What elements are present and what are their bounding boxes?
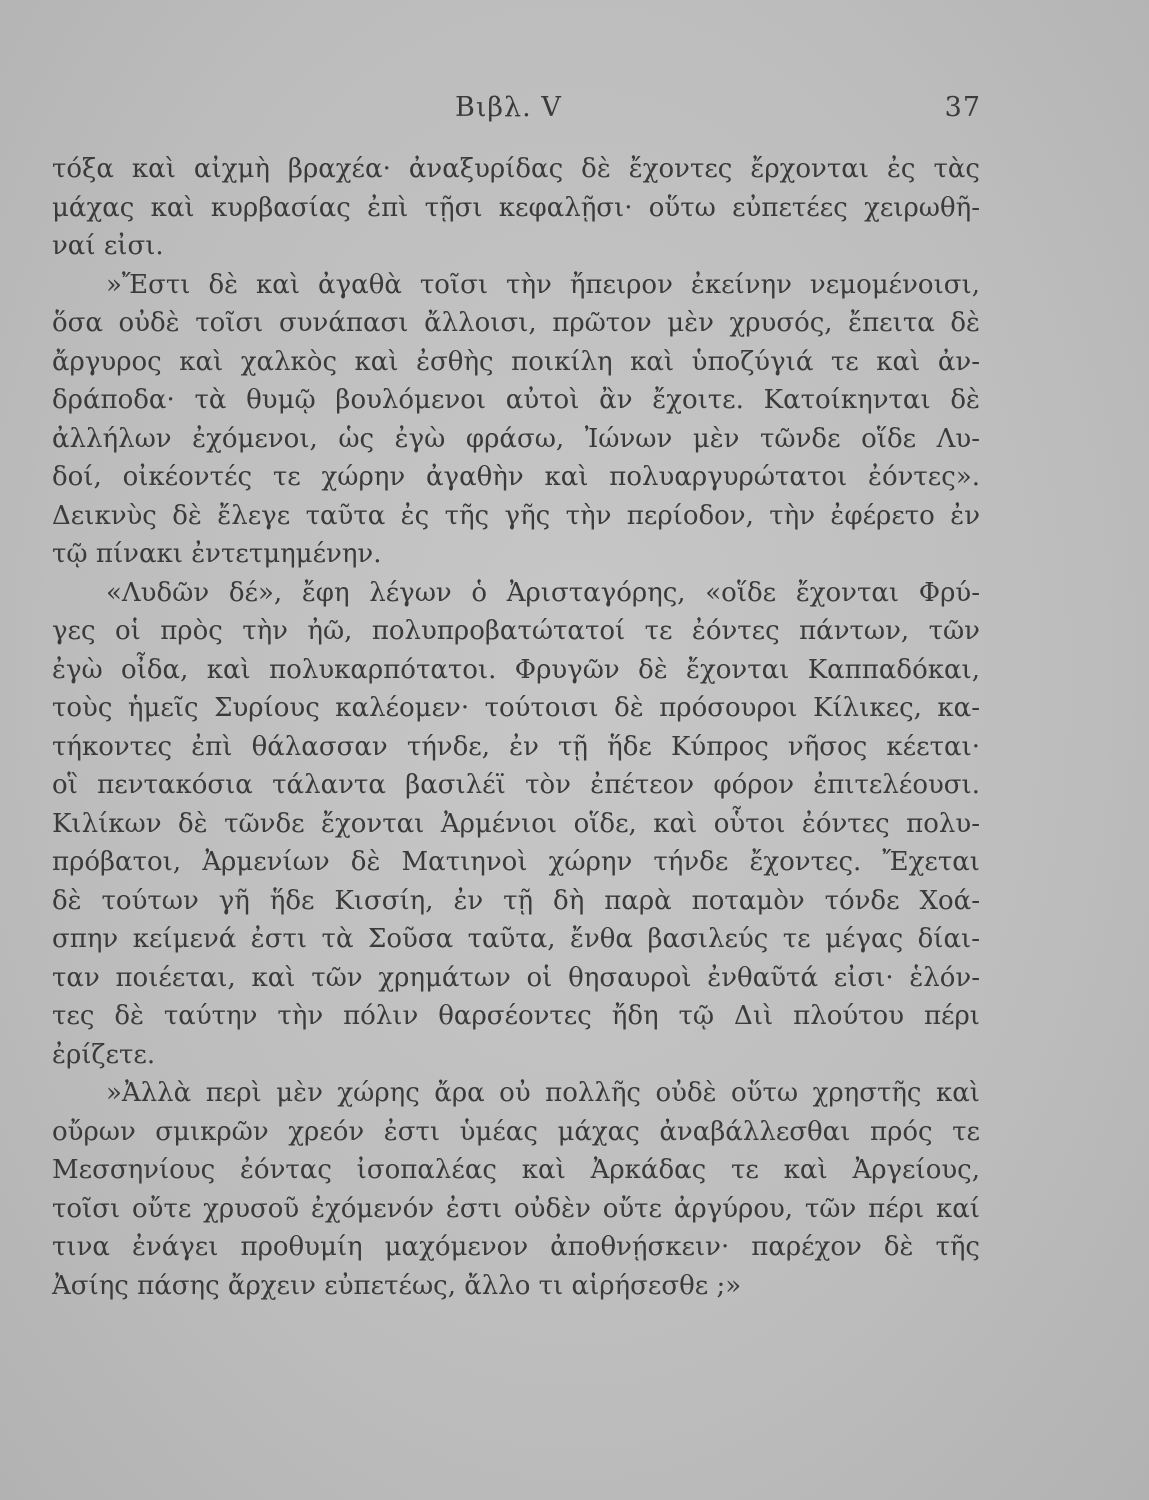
text-line: τοὺς ἡμεῖς Συρίους καλέομεν· τούτοισι δὲ πρόσουροι Κίλικες, κα- bbox=[52, 693, 980, 723]
text-line: »Ἔστι δὲ καὶ ἀγαθὰ τοῖσι τὴν ἤπειρον ἐκείνην νεμομένοισι, bbox=[106, 269, 980, 300]
text-line: γες οἱ πρὸς τὴν ἠῶ, πολυπροβατώτατοί τε ἐόντες πάντων, τῶν bbox=[52, 616, 980, 646]
text-line: Ἀσίης πάσης ἄρχειν εὐπετέως, ἄλλο τι αἱρήσεσθε ;» bbox=[52, 1270, 742, 1301]
text-line: ἐρίζετε. bbox=[52, 1039, 156, 1070]
running-header bbox=[0, 92, 1149, 132]
running-title: Βιβλ. V bbox=[455, 92, 562, 123]
page-number: 37 bbox=[944, 92, 981, 123]
text-line: Μεσσηνίους ἐόντας ἰσοπαλέας καὶ Ἀρκάδας τε καὶ Ἀργείους, bbox=[52, 1155, 980, 1185]
text-line: ἄργυρος καὶ χαλκὸς καὶ ἐσθὴς ποικίλη καὶ ὑποζύγιά τε καὶ ἀν- bbox=[52, 346, 980, 377]
text-line: τες δὲ ταύτην τὴν πόλιν θαρσέοντες ἤδη τῷ Διὶ πλούτου πέρι bbox=[52, 1001, 980, 1031]
text-line: τινα ἐνάγει προθυμίη μαχόμενον ἀποθνῄσκειν· παρέχον δὲ τῆς bbox=[52, 1232, 980, 1262]
text-line: Κιλίκων δὲ τῶνδε ἔχονται Ἀρμένιοι οἵδε, καὶ οὗτοι ἐόντες πολυ- bbox=[52, 808, 980, 839]
text-line: ταν ποιέεται, καὶ τῶν χρημάτων οἱ θησαυροὶ ἐνθαῦτά εἰσι· ἑλόν- bbox=[52, 962, 980, 993]
text-line: «Λυδῶν δέ», ἔφη λέγων ὁ Ἀρισταγόρης, «οἵδε ἔχονται Φρύ- bbox=[106, 577, 980, 608]
text-line: σπην κείμενά ἐστι τὰ Σοῦσα ταῦτα, ἔνθα βασιλεύς τε μέγας δίαι- bbox=[52, 924, 980, 954]
text-line: τοῖσι οὔτε χρυσοῦ ἐχόμενόν ἐστι οὐδὲν οὔτε ἀργύρου, τῶν πέρι καί bbox=[52, 1193, 980, 1224]
body-text bbox=[52, 150, 980, 1305]
text-line: δράποδα· τὰ θυμῷ βουλόμενοι αὐτοὶ ἂν ἔχοιτε. Κατοίκηνται δὲ bbox=[52, 385, 980, 415]
text-line: Δεικνὺς δὲ ἔλεγε ταῦτα ἐς τῆς γῆς τὴν περίοδον, τὴν ἐφέρετο ἐν bbox=[52, 500, 980, 531]
text-line: ναί εἰσι. bbox=[52, 231, 164, 261]
text-line: »Ἀλλὰ περὶ μὲν χώρης ἄρα οὐ πολλῆς οὐδὲ οὕτω χρηστῆς καὶ bbox=[106, 1078, 980, 1108]
text-line: ἀλλήλων ἐχόμενοι, ὡς ἐγὼ φράσω, Ἰώνων μὲν τῶνδε οἵδε Λυ- bbox=[52, 423, 980, 454]
text-line: δοί, οἰκέοντές τε χώρην ἀγαθὴν καὶ πολυαργυρώτατοι ἐόντες». bbox=[52, 462, 980, 492]
text-line: τήκοντες ἐπὶ θάλασσαν τήνδε, ἐν τῇ ἥδε Κύπρος νῆσος κέεται· bbox=[52, 731, 980, 762]
text-line: οὔρων σμικρῶν χρεόν ἐστι ὑμέας μάχας ἀναβάλλεσθαι πρός τε bbox=[52, 1116, 980, 1147]
text-line: ὅσα οὐδὲ τοῖσι συνάπασι ἄλλοισι, πρῶτον μὲν χρυσός, ἔπειτα δὲ bbox=[52, 308, 980, 338]
text-line: πρόβατοι, Ἀρμενίων δὲ Ματιηνοὶ χώρην τήνδε ἔχοντες. Ἔχεται bbox=[52, 847, 980, 877]
text-line: δὲ τούτων γῆ ἥδε Κισσίη, ἐν τῇ δὴ παρὰ ποταμὸν τόνδε Χοά- bbox=[52, 885, 980, 916]
text-line: οἳ πεντακόσια τάλαντα βασιλέϊ τὸν ἐπέτεον φόρον ἐπιτελέουσι. bbox=[52, 770, 980, 800]
text-line: ἐγὼ οἶδα, καὶ πολυκαρπότατοι. Φρυγῶν δὲ ἔχονται Καππαδόκαι, bbox=[52, 654, 980, 685]
text-line: μάχας καὶ κυρβασίας ἐπὶ τῇσι κεφαλῇσι· οὕτω εὐπετέες χειρωθῆ- bbox=[52, 192, 980, 223]
text-line: τῷ πίνακι ἐντετμημένην. bbox=[52, 539, 382, 569]
text-line: τόξα καὶ αἰχμὴ βραχέα· ἀναξυρίδας δὲ ἔχοντες ἔρχονται ἐς τὰς bbox=[52, 154, 980, 184]
